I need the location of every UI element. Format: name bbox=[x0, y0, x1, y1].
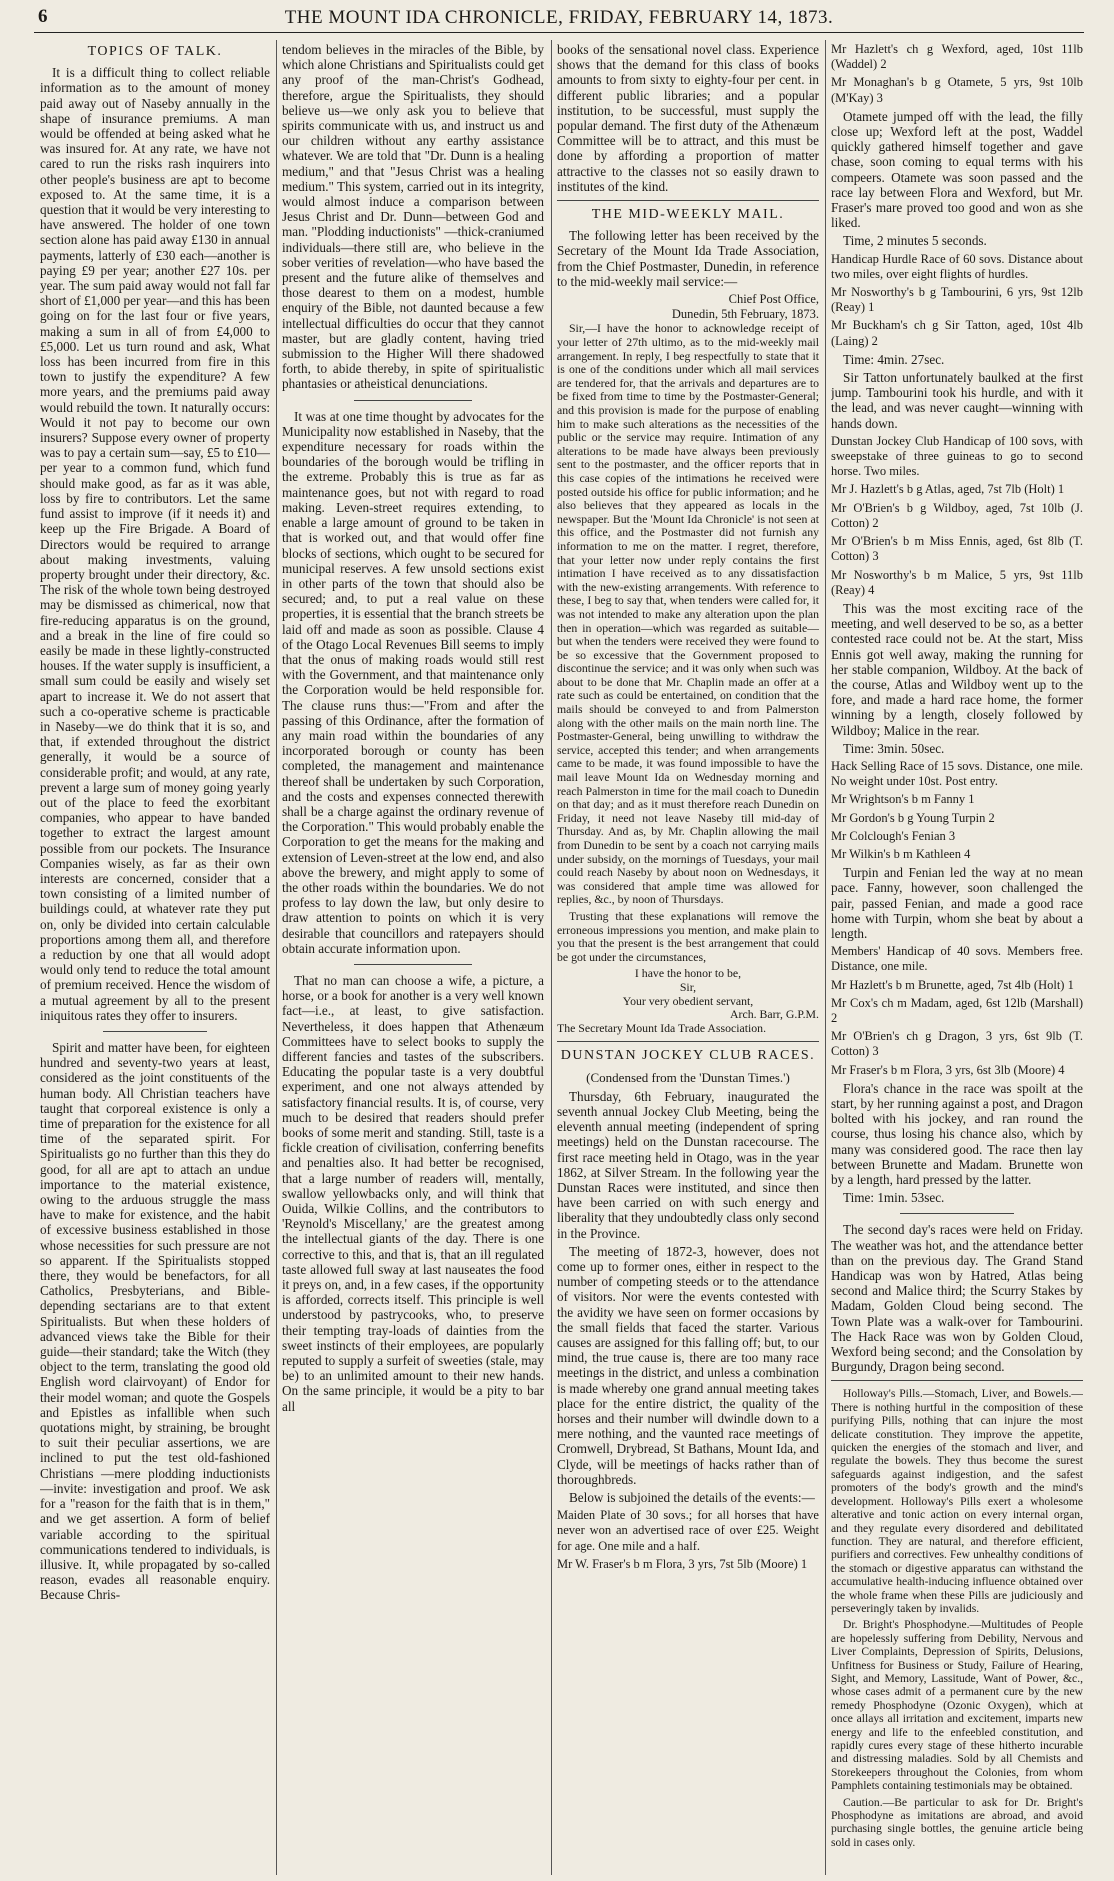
race-result: Mr Monaghan's b g Otamete, 5 yrs, 9st 10lb (M'Kay) 3 bbox=[831, 75, 1083, 105]
masthead bbox=[34, 6, 1084, 32]
page-number: 6 bbox=[38, 6, 48, 27]
column-divider bbox=[551, 40, 552, 1875]
race-result: Mr O'Brien's ch g Dragon, 3 yrs, 6st 9lb (T. Cotton) 3 bbox=[831, 1029, 1083, 1059]
race-result: Mr Nosworthy's b m Malice, 5 yrs, 9st 11lb (Reay) 4 bbox=[831, 567, 1083, 597]
race-result: Mr Gordon's b g Young Turpin 2 bbox=[831, 810, 995, 825]
letter-address-2: Dunedin, 5th February, 1873. bbox=[671, 307, 819, 322]
column-3 bbox=[557, 42, 819, 1872]
article-roads: It was at one time thought by advocates for the Municipality now established in Naseby, that the expenditure necessary for roads within the boundaries of the borough would be trifling in the extreme. Probably this is true as far as maintenance goes, but not with regard to road making. Leven-street requires extending, to enable a large amount of ground to be taken in that is worked out, and that would offer fine blocks of sections, which ought to be secured for municipal reserves. A few unsold sections exist in other parts of the town that should also be secured; and, to put a real value on these properties, it is essential that the branch streets be laid off and made as soon as possible. Clause 4 of the Otago Local Revenues Bill seems to imply that the onus of making roads would still rest with the Government, and that maintenance only the Corporation would be held responsible for. The clause runs thus:—"From and after the passing of this Ordinance, after the formation of any main road within the boundaries of any incorporated borough or county has been completed, the management and maintenance thereof shall be undertaken by such Corporation, and the costs and expenses connected therewith shall be a charge against the ordinary revenue of the Corporation." This would probably enable the Corporation to get the means for the making and extension of Leven-street at the low end, and also above the brewery, and might apply to some of the other roads within the boundaries. We do not profess to lay down the law, but only desire to draw attention to points on which it is very desirable that councillors and ratepayers should obtain accurate information upon. bbox=[282, 408, 544, 956]
letter-honour: I have the honor to be, bbox=[634, 966, 742, 981]
section-heading-topics: TOPICS OF TALK. bbox=[87, 44, 223, 59]
races-source: (Condensed from the 'Dunstan Times.') bbox=[586, 1069, 790, 1085]
races-intro: Thursday, 6th February, inaugurated the seventh annual Jockey Club Meeting, being the eleventh annual meeting (independent of spring meetings) held on the Dunstan racecourse. The first race meeting held in Otago, was in the year 1862, at Silver Stream. In the following year the Dunstan Races were instituted, and since then have been carried on with such energy and liberality that they undoubtedly class only second in the Province. bbox=[557, 1088, 819, 1241]
race-result: Mr Colclough's Fenian 3 bbox=[831, 828, 956, 843]
races-commentary: The meeting of 1872-3, however, does not come up to former ones, either in respect to the number of competing steeds or to the attendance of visitors. Nor were the events contested with the avidity we have seen on former occasions by the small fields that faced the starter. Various causes are assigned for this falling off; but, to our mind, the true cause is, there are too many race meetings in the district, and unless a combination is made whereby one grand annual meeting takes place for the entire district, the quality of the horses and their number will dwindle down to a mere nothing, and the vaunted race meetings of Cromwell, Drybread, St Bathans, Mount Ida, and Clyde, will be meetings of hacks rather than of thoroughbreds. bbox=[557, 1243, 819, 1487]
race-result: Mr Nosworthy's b g Tambourini, 6 yrs, 9st 12lb (Reay) 1 bbox=[831, 285, 1083, 315]
article-athenaeum: That no man can choose a wife, a picture, a horse, or a book for another is a very well known fact—i.e., at least, to give satisfaction. Nevertheless, it does happen that Athenæum Committees have to select books to supply the different fancies and tastes of the subscribers. Educating the popular taste is a very doubtful experiment, and one not always attended by satisfactory financial results. It is, of course, very much to be desired that readers should prefer books of some merit and standing. Still, taste is a fickle creation of civilisation, conferring benefits and penalties also. It had better be recognised, that a large number of readers will, mentally, swallow yellowbacks only, and will think that Ouida, Wilkie Collins, and the contributors to 'Reynold's Miscellany,' are the greatest among the intellectual giants of the day. There is one corrective to this, and that is, that an ill regulated taste allowed full sway at last nauseates the food it preys on, and, in a few cases, if the opportunity is afforded, corrects itself. This principle is well understood by pastrycooks, who, to preserve their tempting tray-loads of dainties from the sweet instincts of their employees, are popularly reputed to supply a surfeit of sweeties (stale, may be) to an unlimited amount to their new hands. On the same principle, it would be a pity to bar all bbox=[282, 972, 544, 1414]
advert-holloway: Holloway's Pills.—Stomach, Liver, and Bowels.—There is nothing hurtful in the composition of these purifying Pills, nothing that can injure the most delicate constitution. They improve the appetite, quicken the energies of the stomach and liver, and regulate the bowels. They thus become the surest safeguards against indigestion, and the safest promoters of the body's growth and the mind's development. Holloway's Pills exert a wholesome alterative and tonic action on every internal organ, and they regulate every disordered and debilitated function. They are natural, and therefore efficient, purifiers and correctives. Few unhealthy conditions of the stomach or digestive apparatus can withstand the accumulative health-inducing influence obtained over the whole frame when these Pills are judiciously and perseveringly taken by invalids. bbox=[831, 1387, 1083, 1615]
divider bbox=[354, 964, 472, 965]
race-result: Mr Fraser's b m Flora, 3 yrs, 6st 3lb (Moore) 4 bbox=[831, 1062, 1065, 1077]
section-heading-races: DUNSTAN JOCKEY CLUB RACES. bbox=[560, 1048, 816, 1064]
masthead-rule bbox=[34, 32, 1084, 33]
race-result: Mr Cox's ch m Madam, aged, 6st 12lb (Marshall) 2 bbox=[831, 995, 1083, 1025]
letter-closing: Trusting that these explanations will remove the erroneous impressions you mention, and make plain to you that the present is the best arrangement that could be got under the circumstances, bbox=[557, 908, 819, 964]
race-report: Flora's chance in the race was spoilt at the start, by her running against a post, and Dragon bolted with his jockey, and ran round the course, thus losing his chance also, which by many was considered good. The race then lay between Brunette and Madam. Brunette won by a length, hard pressed by the latter. bbox=[831, 1080, 1083, 1188]
letter-body: Sir,—I have the honor to acknowledge receipt of your letter of 27th ultimo, as to the mid-weekly mail arrangement. In reply, I beg respectfully to state that it is one of the conditions under which all mail services are tendered for, that the arrivals and departures are to be fixed from time to time by the Postmaster-General; and this provision is made for the purpose of enabling him to make such alterations as the necessities of the public or the service may require. Intimation of any alterations to be made have always been previously sent to the postmaster, and the officer reports that in this case copies of the intimations he received were posted outside his office for public information; and he also believes that they appeared as locals in the newspaper. But the 'Mount Ida Chronicle' is not seen at this office, and the Postmaster did not furnish any information to me on the matter. I regret, therefore, that your letter now under reply contains the first intimation I have received as to any dissatisfaction with the new-existing arrangements. With reference to these, I beg to say that, when tenders were called for, it was not intended to make any alteration upon the plan then in operation—which was regarded as suitable—but when the tenders were received they were found to be so excessive that the Government proposed to discontinue the service; and it was only when such was about to be done that Mr. Chaplin made an offer at a rate such as could be entertained, on condition that the mails should be conveyed to and from Palmerston along with the other mails on the main north line. The Postmaster-General, being unwilling to withdraw the service, accepted this tender; and when arrangements came to be made, it was found impossible to have the mail leave Mount Ida on Wednesday morning and reach Palmerston in time for the mail coach to Dunedin on that day; and as it must therefore reach Dunedin on Friday, it need not leave Naseby till mid-day of Thursday. And as, by Mr. Chaplin allowing the mail from Dunedin to be sent by a coach not carrying mails under subsidy, on the mornings of Tuesdays, your mail could reach Naseby by about noon on Wednesdays, it was considered that ample time was allowed for replies, &c., by noon of Thursdays. bbox=[557, 321, 819, 907]
column-4 bbox=[831, 42, 1083, 1872]
race-maiden-plate: Maiden Plate of 30 sovs.; for all horses that have never won an advertised race of over £25. Weight for age. One mile and a half. bbox=[557, 1508, 819, 1553]
divider bbox=[354, 400, 472, 401]
divider bbox=[103, 1031, 207, 1032]
letter-address-1: Chief Post Office, bbox=[728, 292, 819, 307]
divider bbox=[557, 1041, 819, 1042]
column-1 bbox=[40, 42, 270, 1872]
advert-phosphodyne: Dr. Bright's Phosphodyne.—Multitudes of People are hopelessly suffering from Debility, Nervous and Liver Complaints, Depression of Spirits, Delusions, Unfitness for Business or Study, Failure of Hearing, Sight, and Memory, Lassitude, Want of Power, &c., whose cases admit of a permanent cure by the new remedy Phosphodyne (Ozonic Oxygen), which at once allays all irritation and excitement, imparts new energy and life to the enfeebled constitution, and rapidly cures every stage of these hitherto incurable and distressing maladies. Sold by all Chemists and Storekeepers throughout the Colonies, from whom Pamphlets containing testimonials may be obtained. bbox=[831, 1618, 1083, 1793]
race-time: Time: 1min. 53sec. bbox=[843, 1190, 945, 1206]
column-2 bbox=[282, 42, 544, 1872]
column-divider bbox=[825, 40, 826, 1875]
divider bbox=[831, 1380, 1083, 1381]
divider bbox=[557, 200, 819, 201]
race-result: Mr Hazlett's b m Brunette, aged, 7st 4lb (Holt) 1 bbox=[831, 977, 1074, 992]
race-members: Members' Handicap of 40 sovs. Members free. Distance, one mile. bbox=[831, 944, 1083, 974]
race-time: Time: 4min. 27sec. bbox=[843, 351, 945, 367]
advert-caution: Caution.—Be particular to ask for Dr. Bright's Phosphodyne as imitations are abroad, and avoid purchasing single bottles, the genuine article being sold in cases only. bbox=[831, 1795, 1083, 1849]
section-heading-mail: THE MID-WEEKLY MAIL. bbox=[591, 207, 785, 223]
newspaper-title: THE MOUNT IDA CHRONICLE, FRIDAY, FEBRUARY 14, 1873. bbox=[284, 7, 834, 28]
race-handicap: Dunstan Jockey Club Handicap of 100 sovs, with sweepstake of three guineas to go to second horse. Two miles. bbox=[831, 433, 1083, 479]
race-result: Mr W. Fraser's b m Flora, 3 yrs, 7st 5lb (Moore) 1 bbox=[557, 1556, 808, 1571]
column-divider bbox=[276, 40, 277, 1875]
letter-servant: Your very obedient servant, bbox=[622, 993, 754, 1008]
race-result: Mr O'Brien's b g Wildboy, aged, 7st 10lb (J. Cotton) 2 bbox=[831, 500, 1083, 530]
article-athenaeum-cont: books of the sensational novel class. Experience shows that the demand for this class of books amounts to from sixty to eighty-four per cent. in different public libraries; and a popular institution, to be successful, must supply the popular demand. The first duty of the Athenæum Committee will be to attract, and this must be done by affording a proportion of matter attractive to the classes not so easily drawn to institutes of the kind. bbox=[557, 42, 819, 194]
race-report: This was the most exciting race of the meeting, and well deserved to be so, as a better contested race could not be. At the start, Miss Ennis got well away, making the running for her stable companion, Wildboy. At the back of the course, Atlas and Wildboy went up to the fore, and made a hard race home, the former winning by a length, closely followed by Wildboy; Malice in the rear. bbox=[831, 600, 1083, 738]
mail-intro: The following letter has been received by the Secretary of the Mount Ida Trade Association, from the Chief Postmaster, Dunedin, in reference to the mid-weekly mail service:— bbox=[557, 228, 819, 289]
race-result: Mr Wilkin's b m Kathleen 4 bbox=[831, 846, 971, 861]
race-hack: Hack Selling Race of 15 sovs. Distance, one mile. No weight under 10st. Post entry. bbox=[831, 758, 1083, 789]
article-spiritualism: Spirit and matter have been, for eighteen hundred and seventy-two years at least, considered as the joint constituents of the human body. All Christian teachers have taught that corporeal existence is only a time of preparation for the existence for all time of the separated spirit. For Spiritualists go no further than this they do good, for all are apt to attach an undue importance to the material existence, owing to the arduous struggle the mass have to make for existence, and the habit of excessive business established in those whose necessities for such pressure are not so apparent. If the Spiritualists stopped there, they would be benefactors, for all Catholics, Presbyterians, and Bible-depending sectarians are to that extent Spiritualists. But when these holders of advanced views take the Bible for their guide—their standard; take the Witch (they object to the term, translating the good old English word clairvoyant) of Endor for their model woman; and quote the Gospels and Epistles as infallible when such quotations might, by straining, be brought to suit their peculiar assertions, we are inclined to put the test old-fashioned Christians —mere plodding inductionists—invite: investigation and proof. We ask for a "reason for the faith that is in them," and we get assertion. A form of belief variable according to the spiritual communications tendered to individuals, is illusive. It, while propagated by so-called reason, evades all reasonable enquiry. Because Chris- bbox=[40, 1040, 270, 1603]
article-spiritualism-cont: tendom believes in the miracles of the Bible, by which alone Christians and Spiritualists could get any proof of the man-Christ's Godhead, therefore, argue the Spiritualists, they should believe us—we only ask you to believe that spirits communicate with us, and instruct us and our children without any earthy assistance whatever. We are told that "Dr. Dunn is a healing medium," and that "Jesus Christ was a healing medium." This system, carried out in its integrity, would almost induce a comparison between Jesus Christ and Dr. Dunn—between God and man. "Plodding inductionists" —thick-craniumed individuals—there still are, who believe in the sober verities of revelation—who have based the present and the future alike of themselves and those dearest to them on a modest, humble enquiry of the Bible, not daunted because a few intellectual difficulties do occur that they cannot master, but are gladly content, having tried submission to the Higher Will there shadowed forth, to abide thereby, in spite of spiritualistic phantasies or atheistical denunciations. bbox=[282, 42, 544, 392]
race-time: Time, 2 minutes 5 seconds. bbox=[843, 233, 987, 249]
race-result: Mr Wrightson's b m Fanny 1 bbox=[831, 792, 975, 807]
race-hurdle: Handicap Hurdle Race of 60 sovs. Distance about two miles, over eight flights of hurdles. bbox=[831, 251, 1083, 281]
race-report: Otamete jumped off with the lead, the filly close up; Wexford left at the post, Waddel quickly gathered himself together and gave chase, soon coming to equal terms with his compeers. Otamete was soon passed and the race lay between Flora and Wexford, but Mr. Fraser's mare proved too good and won as she liked. bbox=[831, 108, 1083, 231]
race-time: Time: 3min. 50sec. bbox=[843, 740, 945, 756]
race-result: Mr J. Hazlett's b g Atlas, aged, 7st 7lb (Holt) 1 bbox=[831, 482, 1065, 497]
race-report: Turpin and Fenian led the way at no mean pace. Fanny, however, soon challenged the pair, passed Fenian, and made a good race home with Turpin, whom she beat by about a length. bbox=[831, 865, 1083, 941]
races-details-intro: Below is subjoined the details of the events:— bbox=[569, 1490, 815, 1506]
divider bbox=[900, 1213, 1013, 1214]
letter-recipient: The Secretary Mount Ida Trade Association. bbox=[557, 1020, 767, 1035]
race-result: Mr O'Brien's b m Miss Ennis, aged, 6st 8lb (T. Cotton) 3 bbox=[831, 534, 1083, 564]
article-insurance: It is a difficult thing to collect reliable information as to the amount of money paid away out of Naseby annually in the shape of insurance premiums. A man would be offended at being asked what he was insured for. At any rate, we have not cared to run the risks rash inquirers into other people's business are apt to become exposed to. At the same time, it is a question that it would be very interesting to have answered. The holder of one town section alone has paid away £130 in annual payments, latterly of £30 each—another is paying £9 per year; another £27 10s. per year. The sum paid away would not fall far short of £1,000 per year—and this has been going on for the last four or five years, making a sum in all of from £4,000 to £5,000. Let us turn round and ask, What loss has been incurred from fire in this town to justify the expenditure? A few more years, and the premiums paid away would rebuild the town. It naturally occurs: Would it not pay to become our own insurers? Suppose every owner of property was to pay a certain sum—say, £5 to £10—per year to a common fund, which fund should make good, as far as it was able, loss by fire to contributors. Let the same fund assist to improve (if it needs it) and keep up the Fire Brigade. A Board of Directors would be required to arrange about making investments, valuing property brought under their directory, &c. The risk of the whole town being destroyed may be dismissed as chimerical, now that fire-reducing apparatus is on the ground, and a break in the line of fire could so easily be made in these lightly-constructed houses. If the water supply is insufficient, a small sum could be easily and wisely set apart to increase it. We do not assert that such a co-operative scheme is practicable in Naseby—we do think that it is so, and that, if extended throughout the district generally, it would be a source of considerable profit; and would, at any rate, prevent a large sum of money going yearly out of the place to feed the exorbitant companies, who appear to have banded together to extract the largest amount possible from our pockets. The Insurance Companies wisely, as far as their own interests are concerned, consider that a town consisting of a limited number of buildings could, at whatever rate they put on, only be divided into certain calculable proportions among them all, and therefore a reduction by one that all would adopt would only tend to reduce the total amount of premium received. Hence the wisdom of a mutual agreement by all to the present iniquitous rates they offer to insurers. bbox=[40, 65, 270, 1023]
letter-signature: Arch. Barr, G.P.M. bbox=[730, 1007, 819, 1022]
race-result: Mr Hazlett's ch g Wexford, aged, 10st 11lb (Waddel) 2 bbox=[831, 42, 1083, 72]
second-day-report: The second day's races were held on Friday. The weather was hot, and the attendance better than on the previous day. The Grand Stand Handicap was won by Hatred, Atlas being second and Malice third; the Scurry Stakes by Madam, Golden Cloud being second. The Town Plate was a walk-over for Tambourini. The Hack Race was won by Golden Cloud, Wexford being second; and the Consolation by Burgundy, Dragon being second. bbox=[831, 1222, 1083, 1375]
race-report: Sir Tatton unfortunately baulked at the first jump. Tambourini took his hurdle, and with it the lead, and was never caught—winning with hands down. bbox=[831, 370, 1083, 431]
race-result: Mr Buckham's ch g Sir Tatton, aged, 10st 4lb (Laing) 2 bbox=[831, 318, 1083, 348]
letter-sir: Sir, bbox=[679, 979, 697, 994]
